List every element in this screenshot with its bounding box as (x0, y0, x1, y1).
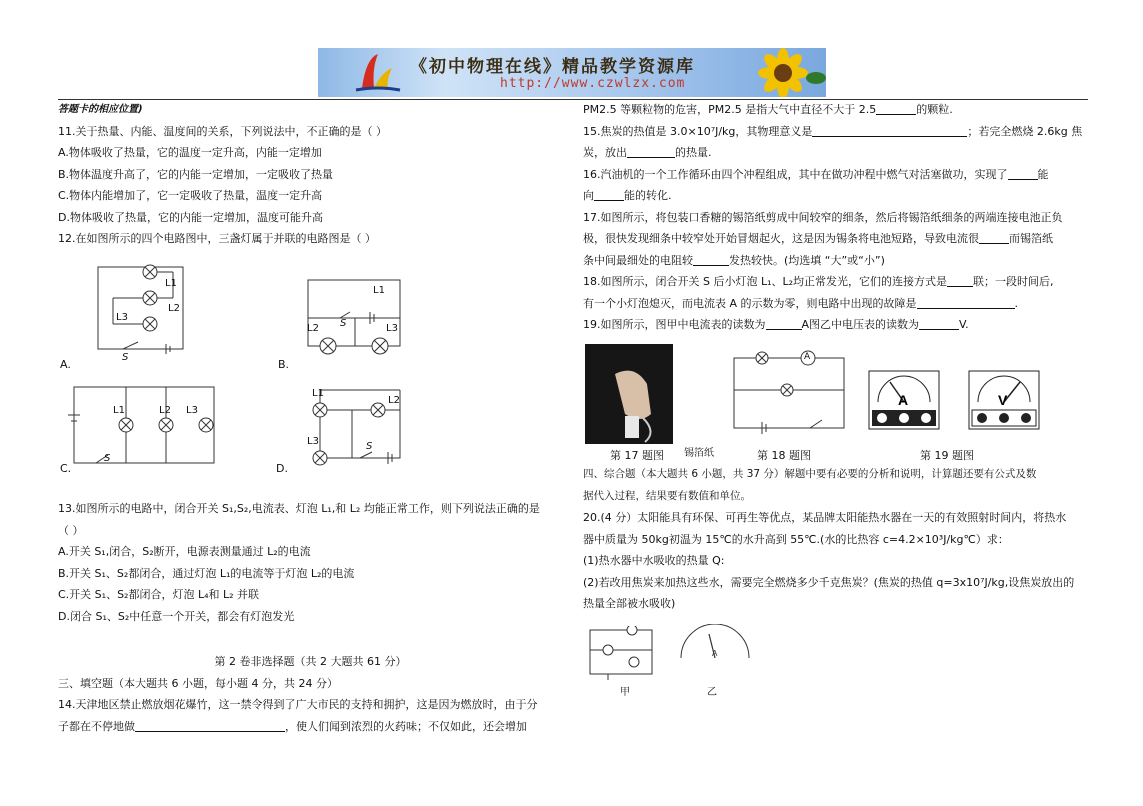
label-L2: L2 (168, 303, 180, 314)
q11-option-a: A.物体吸收了热量，它的温度一定升高，内能一定增加 (58, 146, 322, 159)
q11-option-d: D.物体吸收了热量，它的内能一定增加，温度可能升高 (58, 210, 323, 224)
section-3-heading: 三、填空题（本大题共 6 小题，每小题 4 分，共 24 分） (58, 676, 338, 690)
label-L1: L1 (165, 278, 177, 289)
caption-q17: 第 17 题图 (610, 449, 664, 462)
q19-line1: 19.如图所示，图甲中电流表的读数为 A图乙中电压表的读数为 V. (583, 318, 969, 331)
ammeter-jia (868, 370, 940, 432)
section-4-heading-2: 据代入过程，结果要有数值和单位。 (583, 489, 751, 502)
label-Sb: S (340, 318, 347, 329)
q13-option-b: B.开关 S₁、S₂都闭合，通过灯泡 L₁的电流等于灯泡 L₂的电流 (58, 566, 355, 580)
label-jia: 甲 (620, 687, 630, 698)
q13-option-c: C.开关 S₁、S₂都闭合，灯泡 L₄和 L₂ 并联 (58, 588, 260, 601)
q14-line3: PM2.5 等颗粒物的危害，PM2.5 是指大气中直径不大于 2.5 的颗粒. (583, 103, 953, 116)
label-L2b: L2 (307, 323, 319, 334)
q13-option-a: A.开关 S₁,闭合，S₂断开，电源表测量通过 L₂的电流 (58, 545, 311, 558)
ammeter-dial-yi (675, 624, 755, 664)
circuit-b (300, 278, 410, 363)
q12-stem: 12.在如图所示的四个电路图中，三盏灯属于并联的电路图是（ ） (58, 232, 376, 245)
label-S: S (122, 352, 129, 363)
foil-label: 锡箔纸 (684, 448, 714, 459)
q18-line1: 18.如图所示，闭合开关 S 后小灯泡 L₁、L₂均正常发光，它们的连接方式是 联；一段时间后, (583, 275, 1054, 288)
volume-2-heading: 第 2 卷非选择题（共 2 大题共 61 分） (214, 655, 407, 668)
label-L2d: L2 (388, 395, 400, 406)
option-a-label: A. (60, 358, 71, 371)
q16-line1: 16.汽油机的一个工作循环由四个冲程组成，其中在做功冲程中燃气对活塞做功，实现了 能 (583, 167, 1049, 181)
right-column (583, 99, 1088, 336)
circuit-q18 (732, 350, 857, 435)
q15-line2: 炭，放出 的热量. (583, 146, 712, 159)
q17-line2: 极，很快发现细条中较窄处开始冒烟起火，这是因为锡条将电池短路，导致电流很 而锡箔纸 (583, 232, 1053, 245)
option-c-label: C. (60, 462, 72, 475)
q18-line2: 有一个小灯泡熄灭，而电流表 A 的示数为零，则电路中出现的故障是 . (583, 296, 1019, 310)
q11-option-b: B.物体温度升高了，它的内能一定增加，一定吸收了热量 (58, 167, 334, 181)
logo-icon (348, 48, 408, 97)
svg-text:A: A (898, 392, 909, 408)
q20-line1: 20.(4 分）太阳能具有环保、可再生等优点，某品牌太阳能热水器在一天的有效照射时间内，将热水 (583, 511, 1067, 524)
q20-part1: (1)热水器中水吸收的热量 Q: (583, 554, 725, 567)
left-column-part2 (58, 651, 563, 737)
q16-line2: 向 能的转化. (583, 189, 672, 202)
label-L1d: L1 (312, 388, 324, 399)
label-Sc: S (104, 453, 111, 464)
section-4-heading: 四、综合题（本大题共 6 小题，共 37 分）解题中要有必要的分析和说明，计算题还要有公式及数 (583, 468, 1037, 480)
q15-line1: 15.焦炭的热值是 3.0×10⁷J/kg，其物理意义是 ；若完全燃烧 2.6kg 焦 (583, 124, 1083, 138)
left-column-lower (58, 498, 563, 627)
svg-text:A: A (712, 649, 718, 658)
svg-text:V: V (998, 392, 1008, 408)
circuit-jia-bottom (588, 626, 658, 681)
meter-a-symbol: A (804, 352, 811, 362)
label-L3b: L3 (386, 323, 398, 334)
q20-part2: (2)若改用焦炭来加热这些水，需要完全燃烧多少千克焦炭？(焦炭的热值 q=3x10⁷J/kg,设焦炭放出的 (583, 575, 1075, 589)
intro-line: 答题卡的相应位置) (58, 104, 143, 115)
circuit-a (88, 262, 198, 357)
sunflower-icon (738, 48, 826, 97)
label-L1b: L1 (373, 285, 385, 296)
header-banner (318, 48, 826, 97)
label-yi: 乙 (707, 687, 717, 698)
q20-part2-cont: 热量全部被水吸收) (583, 597, 676, 610)
voltmeter-yi (968, 370, 1040, 432)
circuit-c (66, 385, 221, 475)
banner-title: 《初中物理在线》精品教学资源库 (410, 57, 695, 77)
banner-url: http://www.czwlzx.com (500, 76, 686, 91)
q11-stem: 11.关于热量、内能、温度间的关系，下列说法中，不正确的是（ ） (58, 124, 387, 138)
option-d-label: D. (276, 462, 288, 475)
right-column-lower (583, 464, 1088, 615)
q13-paren: （ ） (58, 523, 84, 537)
label-L1c: L1 (113, 405, 125, 416)
q17-line1: 17.如图所示，将包装口香糖的锡箔纸剪成中间较窄的细条，然后将锡箔纸细条的两端连接电池正负 (583, 210, 1063, 224)
label-L2c: L2 (159, 405, 171, 416)
left-column (58, 99, 563, 250)
foil-photo (585, 344, 673, 444)
q14-line2: 子都在不停地做 ，使人们闻到浓烈的火药味；不仅如此，还会增加 (58, 719, 527, 733)
q14-line1: 14.天津地区禁止燃放烟花爆竹，这一禁令得到了广大市民的支持和拥护，这是因为燃放时，由于分 (58, 698, 538, 711)
q13-stem: 13.如图所示的电路中，闭合开关 S₁,S₂,电流表、灯泡 L₁,和 L₂ 均能正常工作，则下列说法正确的是 (58, 502, 540, 515)
option-b-label: B. (278, 358, 290, 371)
label-L3d: L3 (307, 436, 319, 447)
caption-q19: 第 19 题图 (920, 449, 974, 462)
caption-q18: 第 18 题图 (757, 449, 811, 462)
q11-option-c: C.物体内能增加了，它一定吸收了热量，温度一定升高 (58, 189, 323, 202)
label-Sd: S (366, 441, 373, 452)
q20-line2: 器中质量为 50kg初温为 15℃的水升高到 55℃.(水的比热容 c=4.2×10³J/kg℃）求： (583, 532, 1009, 546)
q17-line3: 条中间最细处的电阻较 发热较快。(均选填 “大”或“小”) (583, 253, 885, 267)
q13-option-d: D.闭合 S₁、S₂中任意一个开关，都会有灯泡发光 (58, 609, 295, 623)
label-L3c: L3 (186, 405, 198, 416)
label-L3: L3 (116, 312, 128, 323)
